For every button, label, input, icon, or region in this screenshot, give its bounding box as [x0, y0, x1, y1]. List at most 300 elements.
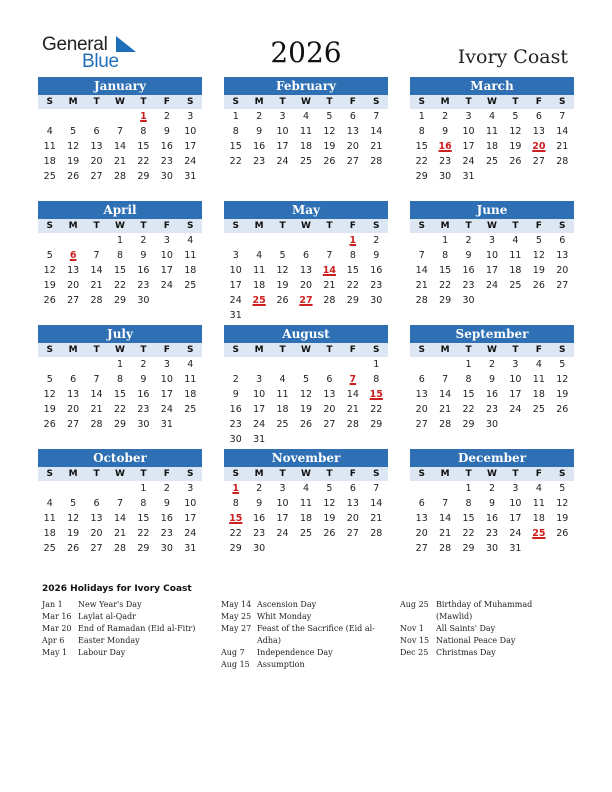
day-cell: 28 — [439, 419, 452, 430]
day-cell: 18 — [509, 265, 522, 276]
day-cell: 19 — [556, 389, 569, 400]
month-february — [224, 77, 388, 169]
day-cell: 22 — [137, 156, 150, 167]
month-header: September — [410, 325, 574, 343]
empty-cell — [85, 357, 108, 372]
day-cell: 13 — [346, 126, 359, 137]
day-cell: 20 — [556, 265, 569, 276]
day-cell: 8 — [116, 250, 124, 261]
day-cell: 16 — [485, 389, 499, 400]
day-cell: 21 — [439, 404, 452, 415]
weekday-label: W — [487, 345, 497, 355]
holiday-name: All Saints' Day — [436, 624, 496, 633]
day-cell: 24 — [229, 295, 242, 306]
day-cell: 27 — [323, 419, 336, 430]
day-cell: 10 — [160, 250, 173, 261]
day-cell: 22 — [462, 528, 475, 539]
day-cell: 24 — [160, 404, 173, 415]
month-december — [410, 449, 574, 556]
day-cell: 14 — [556, 126, 569, 137]
day-cell: 22 — [137, 528, 150, 539]
day-cell: 20 — [67, 404, 80, 415]
day-cell: 10 — [462, 126, 475, 137]
holiday-item — [42, 611, 212, 623]
day-cell: 28 — [346, 419, 359, 430]
day-cell: 23 — [137, 404, 150, 415]
holiday-date: Dec 25 — [400, 648, 429, 657]
day-cell: 11 — [532, 374, 545, 385]
weekday-label: M — [440, 469, 450, 479]
day-cell: 13 — [532, 126, 545, 137]
day-cell: 23 — [160, 156, 173, 167]
day-cell: 8 — [465, 498, 472, 509]
day-cell: 1 — [465, 359, 472, 370]
holiday-date: Jan 1 — [42, 600, 63, 609]
day-cell: 16 — [462, 265, 475, 276]
day-cell: 28 — [370, 156, 383, 167]
day-cell: 12 — [323, 498, 336, 509]
holiday-day-cell: 1 — [232, 483, 240, 494]
weekday-label: M — [440, 345, 450, 355]
weekday-label: T — [93, 469, 100, 479]
holiday-name: Ascension Day — [257, 600, 317, 609]
day-cell: 15 — [415, 141, 428, 152]
weekday-label: T — [140, 97, 147, 107]
day-cell: 16 — [253, 141, 266, 152]
day-cell: 22 — [439, 280, 452, 291]
day-cell: 13 — [90, 141, 103, 152]
weekday-label: F — [163, 469, 170, 479]
weekday-label: F — [535, 345, 542, 355]
day-cell: 12 — [276, 265, 289, 276]
holiday-name: Birthday of Muhammad (Mawlid) — [436, 600, 533, 621]
day-cell: 26 — [67, 171, 80, 182]
weekday-label: S — [46, 97, 53, 107]
day-cell: 10 — [276, 126, 289, 137]
day-cell: 22 — [370, 404, 383, 415]
day-cell: 5 — [70, 126, 77, 137]
day-cell: 4 — [187, 235, 194, 246]
empty-cell — [294, 357, 317, 372]
day-cell: 18 — [253, 280, 266, 291]
day-cell: 30 — [229, 434, 242, 445]
weekday-label: T — [326, 221, 333, 231]
month-header: October — [38, 449, 202, 467]
weekday-label: T — [279, 469, 286, 479]
day-cell: 3 — [279, 483, 286, 494]
day-cell: 25 — [485, 156, 499, 167]
day-cell: 4 — [256, 250, 263, 261]
day-cell: 30 — [137, 419, 150, 430]
day-cell: 28 — [439, 543, 452, 554]
weekday-row — [410, 95, 574, 109]
day-cell: 13 — [299, 265, 313, 276]
day-cell: 13 — [67, 389, 80, 400]
day-cell: 24 — [485, 280, 499, 291]
day-cell: 8 — [232, 498, 239, 509]
day-cell: 19 — [556, 513, 569, 524]
empty-cell — [224, 233, 247, 248]
day-cell: 5 — [326, 111, 333, 122]
day-cell: 2 — [488, 359, 496, 370]
day-cell: 31 — [253, 434, 266, 445]
weekday-label: S — [559, 469, 566, 479]
day-cell: 22 — [113, 404, 127, 415]
day-cell: 12 — [556, 374, 569, 385]
weekday-row — [38, 467, 202, 481]
empty-cell — [38, 233, 61, 248]
month-header: January — [38, 77, 202, 95]
holiday-item — [221, 611, 391, 623]
day-cell: 7 — [442, 374, 449, 385]
day-cell: 2 — [232, 374, 239, 385]
day-cell: 18 — [43, 156, 56, 167]
empty-cell — [61, 109, 84, 124]
holiday-name: Feast of the Sacrifice (Eid al-Adha) — [257, 624, 375, 645]
day-cell: 23 — [253, 156, 266, 167]
empty-cell — [433, 481, 456, 496]
day-cell: 30 — [253, 543, 266, 554]
holiday-date: May 14 — [221, 600, 252, 609]
day-cell: 20 — [90, 528, 103, 539]
weekday-label: S — [373, 345, 380, 355]
weekday-label: W — [115, 345, 125, 355]
weekday-label: S — [187, 221, 194, 231]
weekday-label: W — [115, 221, 125, 231]
day-grid — [224, 481, 388, 556]
holiday-date: Aug 7 — [221, 648, 245, 657]
day-cell: 14 — [90, 389, 103, 400]
day-cell: 7 — [418, 250, 425, 261]
weekday-label: S — [418, 469, 425, 479]
day-cell: 19 — [509, 141, 522, 152]
weekday-label: S — [418, 345, 425, 355]
day-cell: 14 — [370, 498, 383, 509]
day-cell: 10 — [276, 498, 289, 509]
holiday-day-cell: 15 — [369, 389, 383, 400]
day-cell: 7 — [93, 250, 100, 261]
day-cell: 22 — [462, 404, 475, 415]
day-cell: 7 — [93, 374, 100, 385]
day-cell: 17 — [160, 265, 173, 276]
empty-cell — [247, 233, 270, 248]
day-cell: 23 — [485, 528, 499, 539]
day-cell: 31 — [509, 543, 522, 554]
weekday-label: T — [140, 345, 147, 355]
holiday-date: Nov 1 — [400, 624, 424, 633]
day-cell: 23 — [462, 280, 475, 291]
day-cell: 5 — [46, 374, 53, 385]
day-cell: 11 — [43, 141, 56, 152]
day-cell: 24 — [509, 404, 522, 415]
day-cell: 8 — [232, 126, 239, 137]
weekday-label: S — [46, 345, 53, 355]
day-cell: 30 — [439, 171, 452, 182]
day-cell: 17 — [229, 280, 242, 291]
day-cell: 14 — [415, 265, 428, 276]
day-cell: 29 — [346, 295, 359, 306]
day-cell: 20 — [67, 280, 80, 291]
holiday-item — [221, 599, 391, 611]
day-cell: 17 — [462, 141, 475, 152]
day-cell: 26 — [43, 295, 56, 306]
day-cell: 4 — [46, 498, 53, 509]
day-cell: 5 — [279, 250, 286, 261]
day-cell: 19 — [299, 404, 313, 415]
day-cell: 3 — [232, 250, 239, 261]
month-may — [224, 201, 388, 323]
day-cell: 17 — [276, 141, 289, 152]
day-cell: 13 — [323, 389, 336, 400]
day-cell: 20 — [346, 513, 359, 524]
day-cell: 22 — [229, 528, 242, 539]
day-cell: 30 — [137, 295, 150, 306]
month-header: May — [224, 201, 388, 219]
day-cell: 3 — [512, 359, 519, 370]
month-january — [38, 77, 202, 184]
day-cell: 13 — [346, 498, 359, 509]
day-cell: 13 — [556, 250, 569, 261]
day-cell: 5 — [512, 111, 519, 122]
day-cell: 15 — [462, 513, 475, 524]
day-cell: 7 — [559, 111, 566, 122]
holiday-name: New Year's Day — [78, 600, 142, 609]
day-cell: 27 — [67, 295, 80, 306]
holiday-name: Independence Day — [257, 648, 333, 657]
weekday-label: S — [232, 345, 239, 355]
day-cell: 21 — [439, 528, 452, 539]
weekday-label: F — [163, 345, 170, 355]
empty-cell — [38, 357, 61, 372]
day-cell: 2 — [488, 483, 496, 494]
day-cell: 29 — [439, 295, 452, 306]
day-cell: 19 — [67, 156, 80, 167]
empty-cell — [38, 109, 61, 124]
day-cell: 30 — [160, 543, 173, 554]
day-cell: 8 — [140, 126, 147, 137]
day-cell: 18 — [276, 404, 289, 415]
day-cell: 29 — [229, 543, 242, 554]
weekday-label: T — [326, 97, 333, 107]
holiday-item — [221, 647, 391, 659]
day-cell: 12 — [323, 126, 336, 137]
holiday-item — [42, 599, 212, 611]
day-cell: 9 — [488, 498, 496, 509]
day-cell: 8 — [373, 374, 380, 385]
day-cell: 14 — [113, 141, 127, 152]
day-cell: 21 — [113, 156, 127, 167]
day-cell: 8 — [349, 250, 356, 261]
day-cell: 31 — [462, 171, 475, 182]
day-cell: 7 — [373, 111, 380, 122]
weekday-label: F — [349, 221, 356, 231]
day-cell: 5 — [535, 235, 542, 246]
day-cell: 30 — [485, 543, 499, 554]
day-cell: 16 — [485, 513, 499, 524]
empty-cell — [247, 357, 270, 372]
day-cell: 18 — [184, 389, 197, 400]
holiday-item — [42, 635, 212, 647]
empty-cell — [294, 233, 317, 248]
empty-cell — [108, 109, 131, 124]
day-cell: 29 — [137, 543, 150, 554]
day-cell: 15 — [137, 141, 150, 152]
empty-cell — [61, 481, 84, 496]
holiday-item — [400, 647, 570, 659]
empty-cell — [318, 233, 341, 248]
day-cell: 18 — [299, 513, 313, 524]
day-cell: 14 — [439, 513, 452, 524]
weekday-row — [224, 467, 388, 481]
empty-cell — [224, 357, 247, 372]
holiday-day-cell: 6 — [69, 250, 77, 261]
month-header: July — [38, 325, 202, 343]
holiday-column — [400, 599, 570, 659]
day-cell: 4 — [488, 111, 496, 122]
day-cell: 3 — [488, 235, 496, 246]
day-grid — [224, 233, 388, 323]
day-cell: 20 — [90, 156, 103, 167]
day-cell: 6 — [302, 250, 310, 261]
day-grid — [38, 109, 202, 184]
weekday-row — [38, 219, 202, 233]
day-cell: 11 — [532, 498, 545, 509]
day-cell: 6 — [418, 374, 425, 385]
day-cell: 4 — [279, 374, 286, 385]
day-cell: 10 — [253, 389, 266, 400]
empty-cell — [271, 233, 294, 248]
day-cell: 24 — [276, 156, 289, 167]
day-cell: 20 — [323, 404, 336, 415]
day-cell: 31 — [229, 310, 242, 321]
weekday-label: M — [68, 221, 78, 231]
holiday-item — [42, 647, 212, 659]
empty-cell — [38, 481, 61, 496]
holiday-day-cell: 15 — [229, 513, 243, 524]
day-cell: 9 — [256, 126, 263, 137]
day-cell: 21 — [323, 280, 336, 291]
day-grid — [224, 357, 388, 447]
day-cell: 4 — [535, 483, 542, 494]
empty-cell — [85, 109, 108, 124]
day-grid — [410, 233, 574, 308]
day-cell: 16 — [370, 265, 383, 276]
day-cell: 2 — [465, 235, 472, 246]
logo-general-text: General — [42, 34, 108, 55]
day-cell: 1 — [465, 483, 472, 494]
day-cell: 17 — [184, 513, 197, 524]
day-cell: 6 — [93, 498, 100, 509]
day-cell: 10 — [160, 374, 173, 385]
holiday-name: Christmas Day — [436, 648, 496, 657]
day-cell: 25 — [509, 280, 522, 291]
calendar-year: 2026 — [270, 36, 342, 69]
day-cell: 7 — [116, 498, 124, 509]
day-cell: 24 — [462, 156, 475, 167]
weekday-label: F — [535, 97, 542, 107]
weekday-label: M — [68, 345, 78, 355]
empty-cell — [410, 233, 433, 248]
day-cell: 19 — [323, 141, 336, 152]
holiday-day-cell: 1 — [349, 235, 357, 246]
day-cell: 15 — [439, 265, 452, 276]
day-cell: 28 — [113, 171, 127, 182]
holiday-item — [42, 623, 212, 635]
day-cell: 13 — [90, 513, 103, 524]
day-cell: 17 — [485, 265, 499, 276]
day-cell: 26 — [509, 156, 522, 167]
holiday-item — [221, 659, 391, 671]
weekday-label: F — [349, 97, 356, 107]
day-cell: 1 — [442, 235, 449, 246]
day-cell: 7 — [442, 498, 449, 509]
day-cell: 9 — [373, 250, 380, 261]
day-cell: 11 — [184, 250, 197, 261]
day-cell: 31 — [184, 171, 197, 182]
day-cell: 23 — [137, 280, 150, 291]
weekday-label: M — [254, 97, 264, 107]
day-cell: 27 — [346, 156, 359, 167]
country-name: Ivory Coast — [457, 46, 568, 68]
day-cell: 24 — [184, 528, 197, 539]
weekday-label: M — [68, 97, 78, 107]
day-cell: 28 — [556, 156, 569, 167]
weekday-label: W — [301, 97, 311, 107]
holiday-column — [221, 599, 391, 671]
day-cell: 17 — [509, 513, 522, 524]
day-cell: 16 — [137, 389, 150, 400]
day-cell: 26 — [276, 295, 289, 306]
day-cell: 12 — [67, 513, 80, 524]
day-cell: 10 — [509, 498, 522, 509]
day-cell: 30 — [485, 419, 499, 430]
day-cell: 18 — [532, 389, 545, 400]
day-cell: 23 — [370, 280, 383, 291]
empty-cell — [341, 357, 364, 372]
weekday-label: T — [279, 221, 286, 231]
day-cell: 27 — [415, 419, 428, 430]
holiday-date: Nov 15 — [400, 636, 430, 645]
month-header: March — [410, 77, 574, 95]
day-cell: 3 — [163, 359, 170, 370]
day-cell: 29 — [415, 171, 428, 182]
day-cell: 18 — [184, 265, 197, 276]
holiday-name: Whit Monday — [257, 612, 312, 621]
day-cell: 26 — [43, 419, 56, 430]
day-cell: 14 — [90, 265, 103, 276]
holiday-name: Laylat al-Qadr — [78, 612, 136, 621]
day-cell: 26 — [556, 528, 569, 539]
day-cell: 7 — [373, 483, 380, 494]
day-cell: 28 — [113, 543, 127, 554]
day-cell: 30 — [462, 295, 475, 306]
day-cell: 10 — [509, 374, 522, 385]
day-cell: 11 — [299, 126, 313, 137]
weekday-label: F — [349, 345, 356, 355]
empty-cell — [410, 481, 433, 496]
day-cell: 30 — [160, 171, 173, 182]
month-april — [38, 201, 202, 308]
day-cell: 16 — [253, 513, 266, 524]
empty-cell — [61, 357, 84, 372]
day-cell: 9 — [256, 498, 263, 509]
weekday-label: T — [326, 469, 333, 479]
day-cell: 25 — [532, 404, 545, 415]
holiday-name: End of Ramadan (Eid al-Fitr) — [78, 624, 196, 633]
day-cell: 25 — [43, 543, 56, 554]
day-cell: 18 — [299, 141, 313, 152]
weekday-label: W — [301, 221, 311, 231]
